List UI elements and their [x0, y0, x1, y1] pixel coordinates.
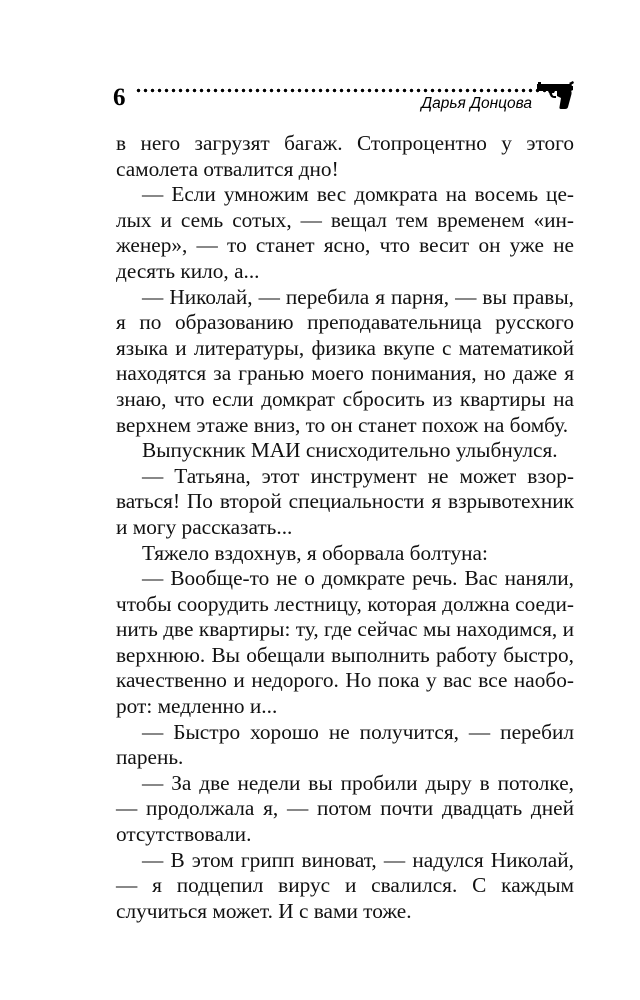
dotted-leader	[135, 88, 547, 93]
paragraph: — Вообще-то не о домкрате речь. Вас наняли, чтобы соорудить лестницу, которая должна соединить две квартиры: ту, где сейчас мы находимся, и верхнюю. Вы обещали выполнить работу быстро, качественно и недорого. Но пока у вас все наоборот: медленно и...	[116, 566, 574, 719]
pistol-icon	[535, 80, 575, 110]
paragraph: — Николай, — перебила я парня, — вы правы, я по образованию преподавательница русского языка и литературы, физика вкупе с математикой находятся за гранью моего понимания, но даже я знаю, что если домкрат сбросить из квартиры на верхнем этаже вниз, то он станет похож на бомбу.	[116, 284, 574, 437]
paragraph: в него загрузят багаж. Стопроцентно у этого самолета отвалится дно!	[116, 131, 574, 181]
paragraph: — За две недели вы пробили дыру в потолке, — продолжала я, — потом почти двадцать дней отсутствовали.	[116, 770, 574, 847]
body-text	[116, 131, 574, 924]
paragraph: — Татьяна, этот инструмент не может взорваться! По второй специальности я взрывотехник и могу рассказать...	[116, 463, 574, 539]
page-number: 6	[113, 84, 126, 111]
paragraph: — Если умножим вес домкрата на восемь целых и семь сотых, — вещал тем временем «инженер», — то станет ясно, что весит он уже не десять кило, а...	[116, 182, 574, 283]
author-name: Дарья Донцова	[421, 95, 532, 112]
paragraph: Тяжело вздохнув, я оборвала болтуна:	[142, 540, 488, 565]
paragraph: Выпускник МАИ снисходительно улыбнулся.	[142, 438, 558, 463]
paragraph: — В этом грипп виноват, — надулся Николай, — я подцепил вирус и свалился. С каждым случиться может. И с вами тоже.	[116, 847, 574, 923]
paragraph: — Быстро хорошо не получится, — перебил парень.	[116, 719, 574, 770]
running-header	[113, 78, 575, 118]
